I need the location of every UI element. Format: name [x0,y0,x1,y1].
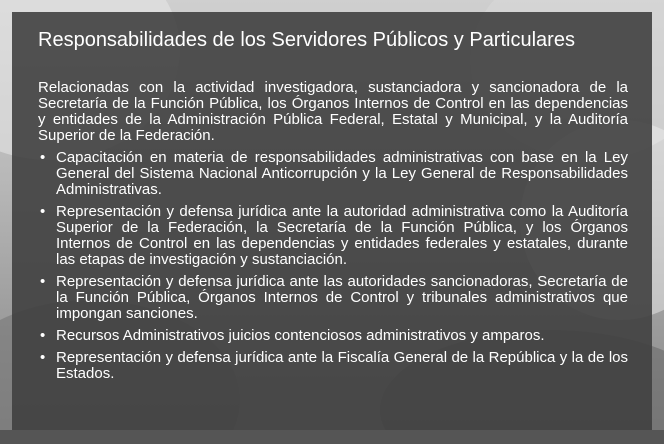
responsibilities-list [38,150,628,382]
panel-title: Responsabilidades de los Servidores Públicos y Particulares [38,29,575,51]
intro-paragraph: Relacionadas con la actividad investigadora, sustanciadora y sancionadora de la Secretaría de la Función Pública, los Órganos Internos de Control en las dependencias y entidades de la Administración Pública Federal, Estatal y Municipal, y la Auditoría Superior de la Federación. [38,79,628,144]
bullet-icon: • [40,327,46,344]
list-item [38,150,628,198]
list-item-text: Recursos Administrativos juicios contenciosos administrativos y amparos. [56,327,545,344]
list-item [38,350,628,382]
list-item-text: Capacitación en materia de responsabilidades administrativas con base en la Ley General del Sistema Nacional Anticorrupción y la Ley General de Responsabilidades Administrativas. [56,149,628,198]
bullet-icon: • [40,149,46,166]
list-item-text: Representación y defensa jurídica ante la autoridad administrativa como la Auditoría Superior de la Federación, la Secretaría de la Función Pública, y los Órganos Internos de Control en las dependencias y entidades federales y estatales, durante las etapas de investigación y sustanciación. [56,203,628,268]
list-item [38,204,628,268]
list-item-text: Representación y defensa jurídica ante las autoridades sancionadoras, Secretaría de la Función Pública, Órganos Internos de Control y tribunales administrativos que impongan sanciones. [56,273,628,322]
content-panel [12,12,652,430]
bullet-icon: • [40,349,46,366]
bullet-icon: • [40,273,46,290]
list-item [38,274,628,322]
bullet-icon: • [40,203,46,220]
list-item-text: Representación y defensa jurídica ante la Fiscalía General de la República y la de los Estados. [56,349,628,382]
background-bottom-strip [0,430,664,444]
list-item [38,328,628,344]
